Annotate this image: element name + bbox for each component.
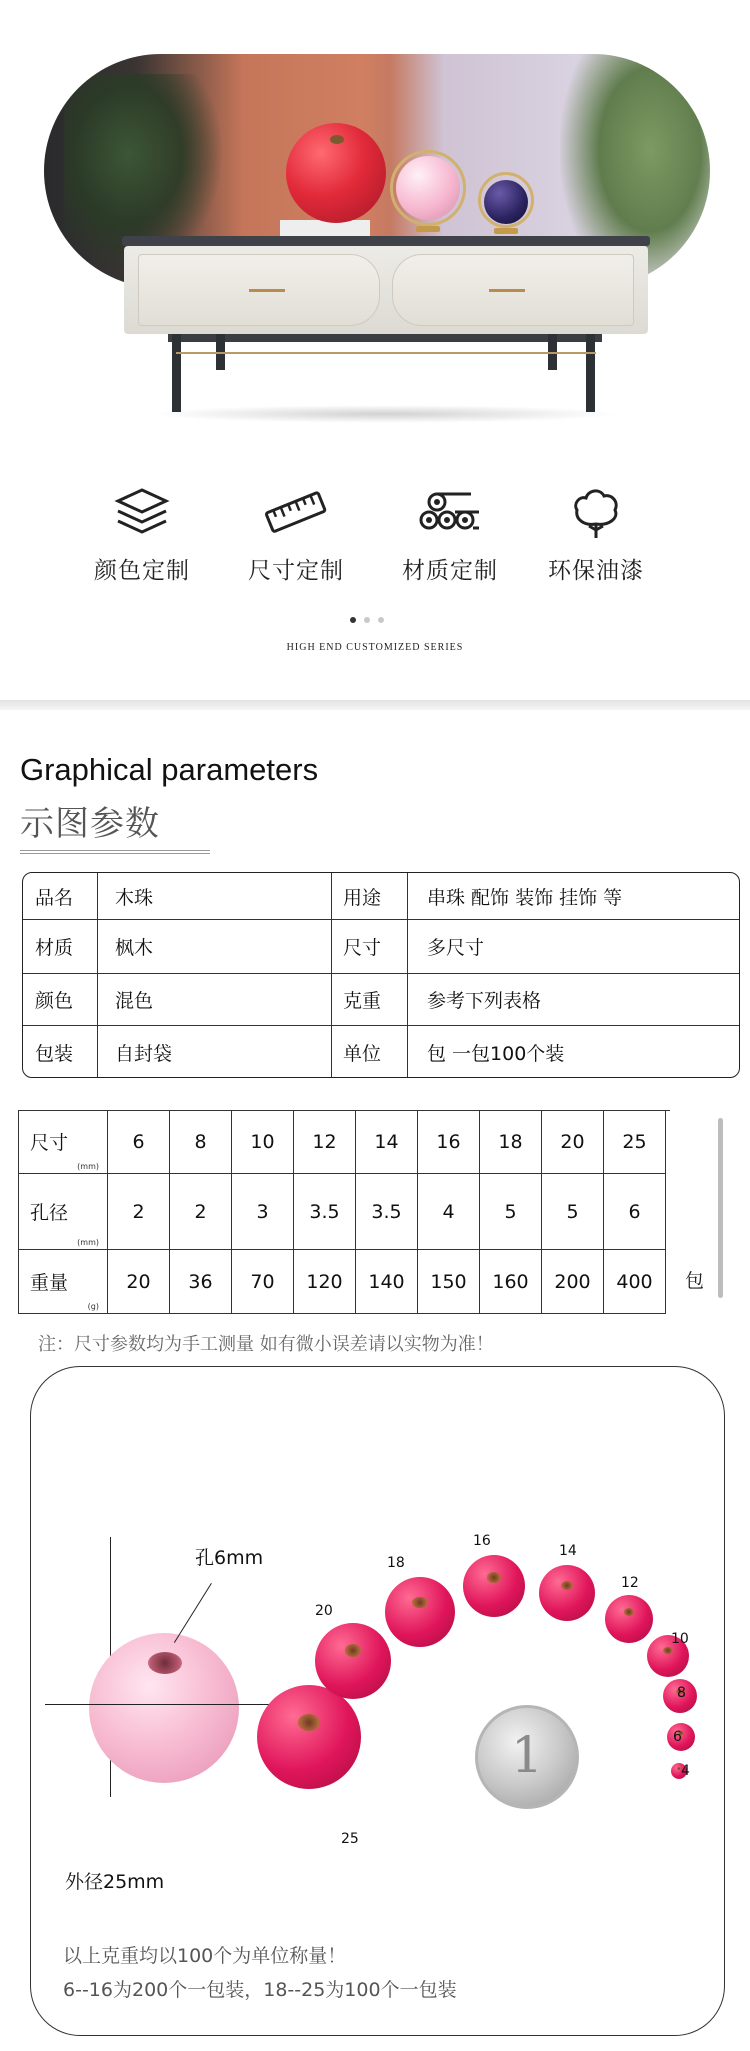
cotton-icon: [567, 486, 625, 540]
size-table-cell: 160: [480, 1250, 542, 1314]
drawer-right: [392, 254, 634, 326]
info-value: 自封袋: [115, 1042, 173, 1065]
bead-size-diagram: [30, 1366, 725, 2036]
size-table-cell: 8: [170, 1110, 232, 1174]
bead-sample: [385, 1577, 455, 1647]
row-unit-label: (mm): [77, 1162, 99, 1171]
weight-unit-extra: 包: [685, 1270, 705, 1292]
size-table-cell: 12: [294, 1110, 356, 1174]
size-table-cell: 140: [356, 1250, 418, 1314]
pack-note: 6--16为200个一包装，18--25为100个一包装: [63, 1979, 457, 2001]
size-table-cell: 16: [418, 1110, 480, 1174]
size-table-cell: 20: [542, 1110, 604, 1174]
info-row: [23, 920, 739, 974]
hole-leader-line: [174, 1583, 212, 1643]
layers-icon: [114, 486, 170, 540]
bead-hole: [624, 1608, 635, 1616]
logs-icon: [417, 486, 483, 540]
bead-hole: [345, 1644, 362, 1657]
coin-reference: [475, 1705, 579, 1809]
row-header-label: 尺寸: [30, 1132, 69, 1154]
bead-sample: [257, 1685, 361, 1789]
red-bead-ornament: [286, 123, 386, 223]
size-table-cell: 18: [480, 1110, 542, 1174]
table-divider: [97, 873, 98, 1077]
info-key: 单位: [343, 1042, 382, 1065]
info-row: [23, 873, 739, 920]
bead-size-label: 20: [315, 1603, 333, 1619]
size-table-cell: 2: [170, 1174, 232, 1250]
size-table-cell: 3.5: [294, 1174, 356, 1250]
size-table-cell: 120: [294, 1250, 356, 1314]
size-table-cell: 14: [356, 1110, 418, 1174]
feature-material: [380, 486, 520, 585]
size-table-cell: 200: [542, 1250, 604, 1314]
measurement-note: 注：尺寸参数均为手工测量 如有微小误差请以实物为准！: [38, 1334, 494, 1355]
info-value: 混色: [115, 990, 154, 1012]
info-key: 品名: [35, 886, 74, 909]
bead-hole: [487, 1572, 501, 1582]
bead-size-label: 12: [621, 1575, 639, 1591]
size-table-cell: 6: [108, 1110, 170, 1174]
bead-sample: [605, 1595, 653, 1643]
console-cabinet: [124, 246, 648, 334]
console-crossbar: [176, 352, 596, 354]
console-leg: [172, 334, 181, 412]
weight-note: 以上克重均以100个为单位称量！: [63, 1945, 347, 1967]
outer-diameter-label: 外径25mm: [65, 1871, 165, 1893]
carousel-dot[interactable]: [364, 617, 370, 623]
row-unit-label: (g): [87, 1302, 99, 1311]
feature-size: [226, 486, 366, 585]
bead-size-label: 16: [473, 1533, 491, 1549]
info-row: [23, 974, 739, 1026]
info-value: 木珠: [115, 886, 154, 909]
size-table-cell: 36: [170, 1250, 232, 1314]
info-value: 串珠 配饰 装饰 挂饰 等: [427, 886, 623, 909]
size-table-cell: 150: [418, 1250, 480, 1314]
size-table-cell: 4: [418, 1174, 480, 1250]
ruler-icon: [264, 486, 328, 540]
row-header-label: 重量: [30, 1272, 69, 1294]
size-table-row-header: [18, 1174, 108, 1250]
info-value: 参考下列表格: [427, 990, 542, 1012]
size-table-cell: 25: [604, 1110, 666, 1174]
info-key: 克重: [343, 990, 382, 1012]
product-info-table: [22, 872, 740, 1078]
bead-size-label: 10: [671, 1631, 689, 1647]
feature-eco-paint: [526, 486, 666, 585]
size-table-cell: 20: [108, 1250, 170, 1314]
feature-color: [72, 486, 212, 585]
section-title-en: Graphical parameters: [20, 752, 319, 787]
feature-row: [0, 486, 750, 596]
drawer-handle: [489, 289, 525, 292]
horizontal-axis-line: [45, 1704, 305, 1705]
size-table-row-header: [18, 1110, 108, 1174]
bead-size-label: 6: [673, 1729, 682, 1745]
console-leg: [586, 334, 595, 412]
hero-banner: [0, 0, 750, 710]
size-table-cell: 5: [542, 1174, 604, 1250]
section-title-zh: 示图参数: [20, 804, 160, 844]
info-key: 用途: [343, 886, 382, 909]
console-base: [168, 334, 602, 342]
bead-size-label: 25: [341, 1831, 359, 1847]
info-key: 材质: [35, 937, 74, 959]
bead-hole: [298, 1714, 321, 1731]
info-key: 包装: [35, 1042, 74, 1065]
console-top: [122, 236, 650, 246]
bead-sample: [539, 1565, 595, 1621]
bead-size-label: 8: [677, 1685, 686, 1701]
pink-bead-ornament: [396, 156, 460, 220]
info-value: 包 一包100个装: [427, 1042, 565, 1065]
size-table-cell: 3.5: [356, 1174, 418, 1250]
table-scrollbar[interactable]: [718, 1118, 723, 1298]
table-divider: [331, 873, 332, 1077]
bead-hole: [663, 1647, 672, 1654]
carousel-dots: [350, 617, 390, 625]
drawer-handle: [249, 289, 285, 292]
carousel-dot[interactable]: [350, 617, 356, 623]
stand-base: [494, 228, 518, 234]
info-row: [23, 1026, 739, 1078]
feature-label: 颜色定制: [94, 558, 190, 584]
table-divider: [407, 873, 408, 1077]
title-underline: [20, 850, 210, 854]
info-value: 枫木: [115, 937, 154, 959]
size-table-cell: 6: [604, 1174, 666, 1250]
stand-base: [416, 226, 440, 232]
drawer-left: [138, 254, 380, 326]
size-table-row-header: [18, 1250, 108, 1314]
series-caption: HIGH END CUSTOMIZED SERIES: [286, 642, 464, 653]
feature-label: 材质定制: [402, 558, 498, 584]
carousel-dot[interactable]: [378, 617, 384, 623]
info-value: 多尺寸: [427, 937, 485, 959]
bead-sample: [315, 1623, 391, 1699]
bead-hole: [561, 1581, 573, 1590]
section-divider: [0, 700, 750, 710]
bead-size-label: 14: [559, 1543, 577, 1559]
bead-sample: [463, 1555, 525, 1617]
size-table-cell: 5: [480, 1174, 542, 1250]
info-key: 尺寸: [343, 937, 382, 959]
size-table-cell: 70: [232, 1250, 294, 1314]
bead-size-label: 18: [387, 1555, 405, 1571]
row-header-label: 孔径: [30, 1202, 69, 1224]
bead-size-label: 4: [681, 1763, 690, 1779]
navy-bead-ornament: [484, 180, 528, 224]
size-table-cell: 2: [108, 1174, 170, 1250]
bead-hole: [412, 1597, 427, 1609]
size-table-cell: 3: [232, 1174, 294, 1250]
feature-label: 环保油漆: [548, 558, 644, 584]
size-table-cell: 10: [232, 1110, 294, 1174]
row-unit-label: (mm): [77, 1238, 99, 1247]
size-table-cell: 400: [604, 1250, 666, 1314]
coin-value: 1: [511, 1726, 543, 1784]
floor-shadow: [150, 405, 620, 423]
bead-hole: [148, 1652, 182, 1674]
hole-size-label: 孔6mm: [195, 1547, 264, 1569]
feature-label: 尺寸定制: [248, 558, 344, 584]
info-key: 颜色: [35, 990, 74, 1012]
